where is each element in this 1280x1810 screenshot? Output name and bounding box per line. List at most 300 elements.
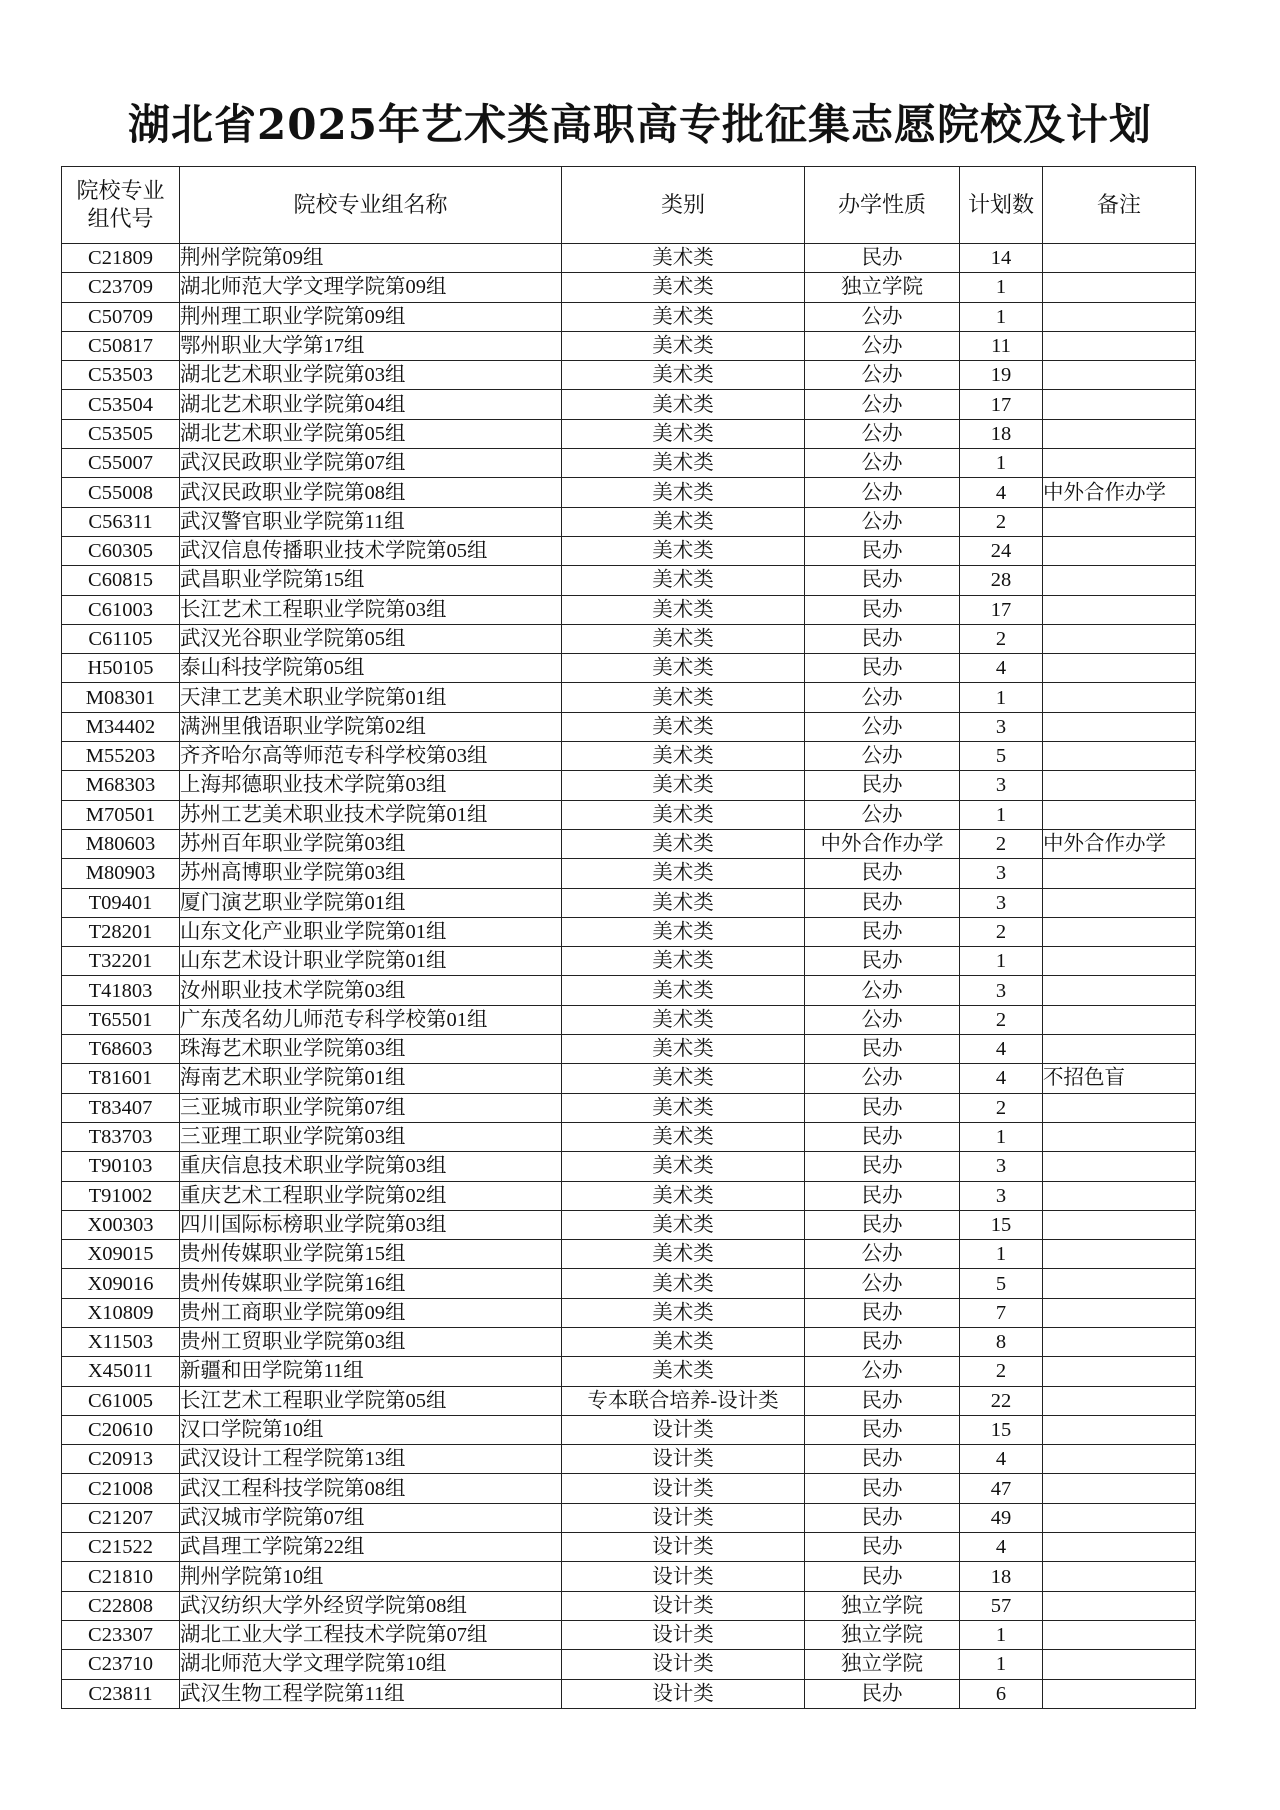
cell-code: M55203: [62, 742, 180, 771]
cell-type: 民办: [805, 1415, 960, 1444]
cell-count: 3: [960, 771, 1043, 800]
table-row: [62, 1357, 1196, 1386]
table-row: [62, 1210, 1196, 1239]
cell-note: [1043, 712, 1196, 741]
cell-type: 公办: [805, 1005, 960, 1034]
cell-type: 民办: [805, 1445, 960, 1474]
cell-category: 设计类: [562, 1562, 805, 1591]
cell-name: 齐齐哈尔高等师范专科学校第03组: [180, 742, 562, 771]
page-title: 湖北省2025年艺术类高职高专批征集志愿院校及计划: [128, 100, 1152, 149]
cell-code: C23811: [62, 1679, 180, 1708]
cell-type: 民办: [805, 859, 960, 888]
cell-type: 公办: [805, 419, 960, 448]
cell-count: 5: [960, 742, 1043, 771]
cell-type: 民办: [805, 888, 960, 917]
cell-count: 28: [960, 566, 1043, 595]
cell-code: M70501: [62, 800, 180, 829]
table-row: [62, 859, 1196, 888]
cell-category: 美术类: [562, 683, 805, 712]
cell-type: 民办: [805, 1122, 960, 1151]
cell-code: C20913: [62, 1445, 180, 1474]
cell-type: 民办: [805, 1035, 960, 1064]
cell-count: 1: [960, 1122, 1043, 1151]
cell-name: 贵州工商职业学院第09组: [180, 1298, 562, 1327]
cell-note: [1043, 683, 1196, 712]
cell-code: M68303: [62, 771, 180, 800]
cell-category: 美术类: [562, 302, 805, 331]
cell-type: 独立学院: [805, 273, 960, 302]
cell-type: 中外合作办学: [805, 829, 960, 858]
cell-code: C22808: [62, 1591, 180, 1620]
cell-count: 4: [960, 1445, 1043, 1474]
cell-category: 美术类: [562, 771, 805, 800]
cell-note: [1043, 507, 1196, 536]
cell-type: 独立学院: [805, 1620, 960, 1649]
cell-count: 18: [960, 419, 1043, 448]
table-row: [62, 1122, 1196, 1151]
cell-count: 17: [960, 390, 1043, 419]
cell-note: [1043, 859, 1196, 888]
cell-name: 武汉光谷职业学院第05组: [180, 624, 562, 653]
cell-name: 武汉警官职业学院第11组: [180, 507, 562, 536]
cell-count: 4: [960, 1064, 1043, 1093]
cell-count: 7: [960, 1298, 1043, 1327]
cell-name: 湖北艺术职业学院第05组: [180, 419, 562, 448]
cell-code: T28201: [62, 917, 180, 946]
cell-category: 美术类: [562, 1035, 805, 1064]
table-row: [62, 361, 1196, 390]
cell-count: 1: [960, 800, 1043, 829]
cell-note: [1043, 449, 1196, 478]
cell-name: 贵州传媒职业学院第16组: [180, 1269, 562, 1298]
cell-name: 鄂州职业大学第17组: [180, 331, 562, 360]
cell-name: 长江艺术工程职业学院第03组: [180, 595, 562, 624]
cell-count: 5: [960, 1269, 1043, 1298]
cell-category: 美术类: [562, 712, 805, 741]
cell-note: [1043, 917, 1196, 946]
cell-name: 山东艺术设计职业学院第01组: [180, 947, 562, 976]
cell-name: 武汉纺织大学外经贸学院第08组: [180, 1591, 562, 1620]
cell-category: 美术类: [562, 1181, 805, 1210]
cell-name: 苏州工艺美术职业技术学院第01组: [180, 800, 562, 829]
table-row: [62, 917, 1196, 946]
table-row: [62, 1240, 1196, 1269]
table-row: [62, 654, 1196, 683]
cell-note: 中外合作办学: [1043, 478, 1196, 507]
cell-name: 武汉民政职业学院第07组: [180, 449, 562, 478]
table-row: [62, 1005, 1196, 1034]
cell-category: 美术类: [562, 449, 805, 478]
cell-count: 8: [960, 1327, 1043, 1356]
cell-category: 美术类: [562, 1240, 805, 1269]
cell-count: 11: [960, 331, 1043, 360]
cell-count: 2: [960, 507, 1043, 536]
table-row: [62, 976, 1196, 1005]
cell-note: 中外合作办学: [1043, 829, 1196, 858]
header-category: 类别: [562, 167, 805, 244]
cell-name: 满洲里俄语职业学院第02组: [180, 712, 562, 741]
cell-type: 公办: [805, 478, 960, 507]
cell-type: 民办: [805, 595, 960, 624]
cell-category: 美术类: [562, 390, 805, 419]
cell-type: 民办: [805, 1093, 960, 1122]
cell-type: 民办: [805, 1386, 960, 1415]
cell-type: 民办: [805, 1679, 960, 1708]
cell-note: [1043, 624, 1196, 653]
cell-category: 美术类: [562, 1152, 805, 1181]
cell-name: 武汉城市学院第07组: [180, 1503, 562, 1532]
table-row: [62, 742, 1196, 771]
cell-note: [1043, 1035, 1196, 1064]
cell-category: 美术类: [562, 1005, 805, 1034]
table-row: [62, 1650, 1196, 1679]
cell-code: C53503: [62, 361, 180, 390]
cell-name: 三亚城市职业学院第07组: [180, 1093, 562, 1122]
cell-type: 公办: [805, 683, 960, 712]
cell-type: 公办: [805, 976, 960, 1005]
cell-category: 美术类: [562, 976, 805, 1005]
cell-name: 广东茂名幼儿师范专科学校第01组: [180, 1005, 562, 1034]
cell-type: 公办: [805, 361, 960, 390]
cell-count: 1: [960, 683, 1043, 712]
table-row: [62, 507, 1196, 536]
cell-type: 民办: [805, 1474, 960, 1503]
cell-category: 设计类: [562, 1591, 805, 1620]
cell-name: 贵州工贸职业学院第03组: [180, 1327, 562, 1356]
header-code-line1: 院校专业: [76, 178, 165, 203]
cell-note: [1043, 273, 1196, 302]
cell-code: H50105: [62, 654, 180, 683]
table-row: [62, 1415, 1196, 1444]
cell-type: 公办: [805, 800, 960, 829]
cell-name: 新疆和田学院第11组: [180, 1357, 562, 1386]
cell-note: [1043, 1650, 1196, 1679]
cell-type: 民办: [805, 1298, 960, 1327]
cell-category: 设计类: [562, 1533, 805, 1562]
cell-note: [1043, 771, 1196, 800]
cell-type: 民办: [805, 244, 960, 273]
cell-count: 1: [960, 302, 1043, 331]
cell-code: M34402: [62, 712, 180, 741]
cell-type: 独立学院: [805, 1650, 960, 1679]
cell-type: 民办: [805, 1562, 960, 1591]
cell-note: [1043, 1562, 1196, 1591]
cell-type: 公办: [805, 1269, 960, 1298]
cell-type: 民办: [805, 1152, 960, 1181]
cell-type: 公办: [805, 1240, 960, 1269]
table-row: [62, 1093, 1196, 1122]
header-count: 计划数: [960, 167, 1043, 244]
cell-type: 民办: [805, 624, 960, 653]
table-row: [62, 302, 1196, 331]
cell-type: 公办: [805, 507, 960, 536]
cell-note: [1043, 1474, 1196, 1503]
cell-code: T41803: [62, 976, 180, 1005]
cell-category: 美术类: [562, 888, 805, 917]
cell-note: [1043, 1298, 1196, 1327]
table-row: [62, 947, 1196, 976]
cell-count: 17: [960, 595, 1043, 624]
cell-count: 2: [960, 624, 1043, 653]
cell-type: 公办: [805, 742, 960, 771]
cell-name: 湖北师范大学文理学院第09组: [180, 273, 562, 302]
cell-count: 2: [960, 1093, 1043, 1122]
table-row: [62, 1591, 1196, 1620]
cell-name: 厦门演艺职业学院第01组: [180, 888, 562, 917]
cell-type: 民办: [805, 917, 960, 946]
cell-count: 3: [960, 859, 1043, 888]
cell-note: [1043, 1445, 1196, 1474]
cell-type: 民办: [805, 654, 960, 683]
cell-note: [1043, 888, 1196, 917]
table-row: [62, 829, 1196, 858]
cell-count: 2: [960, 829, 1043, 858]
cell-note: [1043, 331, 1196, 360]
cell-name: 重庆艺术工程职业学院第02组: [180, 1181, 562, 1210]
table-row: [62, 1445, 1196, 1474]
cell-code: C60305: [62, 536, 180, 565]
cell-code: C55007: [62, 449, 180, 478]
table-row: [62, 273, 1196, 302]
cell-note: [1043, 302, 1196, 331]
cell-type: 民办: [805, 1210, 960, 1239]
cell-category: 美术类: [562, 1269, 805, 1298]
header-type: 办学性质: [805, 167, 960, 244]
cell-note: [1043, 1181, 1196, 1210]
cell-code: T68603: [62, 1035, 180, 1064]
cell-count: 4: [960, 1035, 1043, 1064]
table-header-row: [62, 167, 1196, 244]
cell-code: C21207: [62, 1503, 180, 1532]
table-row: [62, 1503, 1196, 1532]
cell-count: 1: [960, 1240, 1043, 1269]
cell-count: 4: [960, 1533, 1043, 1562]
cell-count: 3: [960, 888, 1043, 917]
cell-code: C20610: [62, 1415, 180, 1444]
cell-name: 武汉信息传播职业技术学院第05组: [180, 536, 562, 565]
table-row: [62, 683, 1196, 712]
cell-type: 民办: [805, 771, 960, 800]
cell-note: [1043, 361, 1196, 390]
cell-category: 设计类: [562, 1474, 805, 1503]
table-row: [62, 1386, 1196, 1415]
cell-type: 民办: [805, 1533, 960, 1562]
cell-note: [1043, 800, 1196, 829]
cell-code: M80903: [62, 859, 180, 888]
cell-note: [1043, 1210, 1196, 1239]
cell-note: [1043, 1503, 1196, 1532]
cell-category: 设计类: [562, 1415, 805, 1444]
table-row: [62, 1298, 1196, 1327]
cell-count: 15: [960, 1415, 1043, 1444]
cell-code: C23710: [62, 1650, 180, 1679]
cell-category: 美术类: [562, 800, 805, 829]
table-row: [62, 1620, 1196, 1649]
cell-category: 专本联合培养-设计类: [562, 1386, 805, 1415]
table-row: [62, 449, 1196, 478]
cell-code: T83407: [62, 1093, 180, 1122]
cell-category: 美术类: [562, 244, 805, 273]
cell-name: 汝州职业技术学院第03组: [180, 976, 562, 1005]
cell-type: 民办: [805, 1181, 960, 1210]
cell-category: 美术类: [562, 419, 805, 448]
cell-count: 2: [960, 917, 1043, 946]
cell-count: 3: [960, 1181, 1043, 1210]
table-row: [62, 566, 1196, 595]
cell-name: 荆州学院第10组: [180, 1562, 562, 1591]
cell-type: 民办: [805, 1327, 960, 1356]
cell-name: 湖北艺术职业学院第04组: [180, 390, 562, 419]
table-row: [62, 536, 1196, 565]
cell-note: [1043, 1591, 1196, 1620]
cell-category: 美术类: [562, 917, 805, 946]
table-row: [62, 771, 1196, 800]
cell-note: [1043, 1122, 1196, 1151]
cell-name: 四川国际标榜职业学院第03组: [180, 1210, 562, 1239]
cell-name: 武昌职业学院第15组: [180, 566, 562, 595]
cell-note: [1043, 1357, 1196, 1386]
table-row: [62, 888, 1196, 917]
table-row: [62, 1474, 1196, 1503]
cell-name: 上海邦德职业技术学院第03组: [180, 771, 562, 800]
table-row: [62, 1327, 1196, 1356]
cell-category: 美术类: [562, 1093, 805, 1122]
cell-name: 贵州传媒职业学院第15组: [180, 1240, 562, 1269]
cell-code: X10809: [62, 1298, 180, 1327]
cell-type: 公办: [805, 390, 960, 419]
cell-code: C53504: [62, 390, 180, 419]
table-row: [62, 1152, 1196, 1181]
table-row: [62, 419, 1196, 448]
cell-code: M80603: [62, 829, 180, 858]
cell-type: 公办: [805, 1357, 960, 1386]
cell-count: 1: [960, 947, 1043, 976]
cell-category: 美术类: [562, 624, 805, 653]
cell-count: 1: [960, 273, 1043, 302]
cell-count: 18: [960, 1562, 1043, 1591]
cell-note: [1043, 1269, 1196, 1298]
cell-note: [1043, 536, 1196, 565]
cell-category: 美术类: [562, 1122, 805, 1151]
cell-count: 6: [960, 1679, 1043, 1708]
table-row: [62, 1562, 1196, 1591]
cell-type: 民办: [805, 536, 960, 565]
cell-code: C55008: [62, 478, 180, 507]
cell-code: C50817: [62, 331, 180, 360]
cell-note: [1043, 1386, 1196, 1415]
cell-name: 海南艺术职业学院第01组: [180, 1064, 562, 1093]
table-row: [62, 624, 1196, 653]
table-row: [62, 1035, 1196, 1064]
cell-count: 1: [960, 1620, 1043, 1649]
header-name: 院校专业组名称: [180, 167, 562, 244]
cell-code: T65501: [62, 1005, 180, 1034]
cell-count: 3: [960, 976, 1043, 1005]
cell-count: 15: [960, 1210, 1043, 1239]
table-body: [62, 244, 1196, 1709]
cell-category: 美术类: [562, 478, 805, 507]
table-row: [62, 390, 1196, 419]
cell-category: 美术类: [562, 829, 805, 858]
table-row: [62, 1533, 1196, 1562]
table-row: [62, 712, 1196, 741]
cell-type: 公办: [805, 331, 960, 360]
cell-name: 长江艺术工程职业学院第05组: [180, 1386, 562, 1415]
cell-name: 天津工艺美术职业学院第01组: [180, 683, 562, 712]
cell-name: 荆州理工职业学院第09组: [180, 302, 562, 331]
cell-name: 泰山科技学院第05组: [180, 654, 562, 683]
cell-note: [1043, 1093, 1196, 1122]
plan-table: [61, 166, 1196, 1709]
cell-code: C60815: [62, 566, 180, 595]
cell-note: [1043, 419, 1196, 448]
cell-count: 14: [960, 244, 1043, 273]
cell-name: 武汉设计工程学院第13组: [180, 1445, 562, 1474]
cell-count: 2: [960, 1005, 1043, 1034]
table-row: [62, 595, 1196, 624]
cell-code: C23307: [62, 1620, 180, 1649]
cell-note: [1043, 1005, 1196, 1034]
cell-type: 独立学院: [805, 1591, 960, 1620]
header-note: 备注: [1043, 167, 1196, 244]
cell-count: 24: [960, 536, 1043, 565]
cell-type: 民办: [805, 566, 960, 595]
cell-category: 美术类: [562, 566, 805, 595]
table-row: [62, 1181, 1196, 1210]
cell-category: 设计类: [562, 1679, 805, 1708]
table-row: [62, 1679, 1196, 1708]
cell-note: [1043, 244, 1196, 273]
cell-category: 美术类: [562, 1298, 805, 1327]
cell-name: 武汉工程科技学院第08组: [180, 1474, 562, 1503]
table-row: [62, 1064, 1196, 1093]
cell-type: 民办: [805, 947, 960, 976]
cell-code: C21809: [62, 244, 180, 273]
cell-category: 美术类: [562, 1357, 805, 1386]
cell-name: 湖北师范大学文理学院第10组: [180, 1650, 562, 1679]
cell-note: [1043, 1679, 1196, 1708]
cell-count: 19: [960, 361, 1043, 390]
cell-code: C50709: [62, 302, 180, 331]
cell-name: 重庆信息技术职业学院第03组: [180, 1152, 562, 1181]
cell-category: 美术类: [562, 536, 805, 565]
cell-name: 汉口学院第10组: [180, 1415, 562, 1444]
cell-name: 湖北工业大学工程技术学院第07组: [180, 1620, 562, 1649]
cell-note: 不招色盲: [1043, 1064, 1196, 1093]
cell-count: 4: [960, 478, 1043, 507]
cell-name: 武昌理工学院第22组: [180, 1533, 562, 1562]
cell-note: [1043, 566, 1196, 595]
cell-type: 公办: [805, 712, 960, 741]
cell-code: C61003: [62, 595, 180, 624]
cell-name: 三亚理工职业学院第03组: [180, 1122, 562, 1151]
cell-code: X09016: [62, 1269, 180, 1298]
cell-name: 苏州高博职业学院第03组: [180, 859, 562, 888]
cell-category: 美术类: [562, 273, 805, 302]
cell-category: 美术类: [562, 947, 805, 976]
cell-count: 3: [960, 712, 1043, 741]
cell-code: M08301: [62, 683, 180, 712]
cell-code: T90103: [62, 1152, 180, 1181]
cell-code: C61005: [62, 1386, 180, 1415]
header-code-line2: 组代号: [87, 206, 154, 231]
cell-code: T09401: [62, 888, 180, 917]
cell-count: 1: [960, 1650, 1043, 1679]
cell-code: T91002: [62, 1181, 180, 1210]
cell-count: 49: [960, 1503, 1043, 1532]
cell-code: C21810: [62, 1562, 180, 1591]
cell-note: [1043, 1240, 1196, 1269]
